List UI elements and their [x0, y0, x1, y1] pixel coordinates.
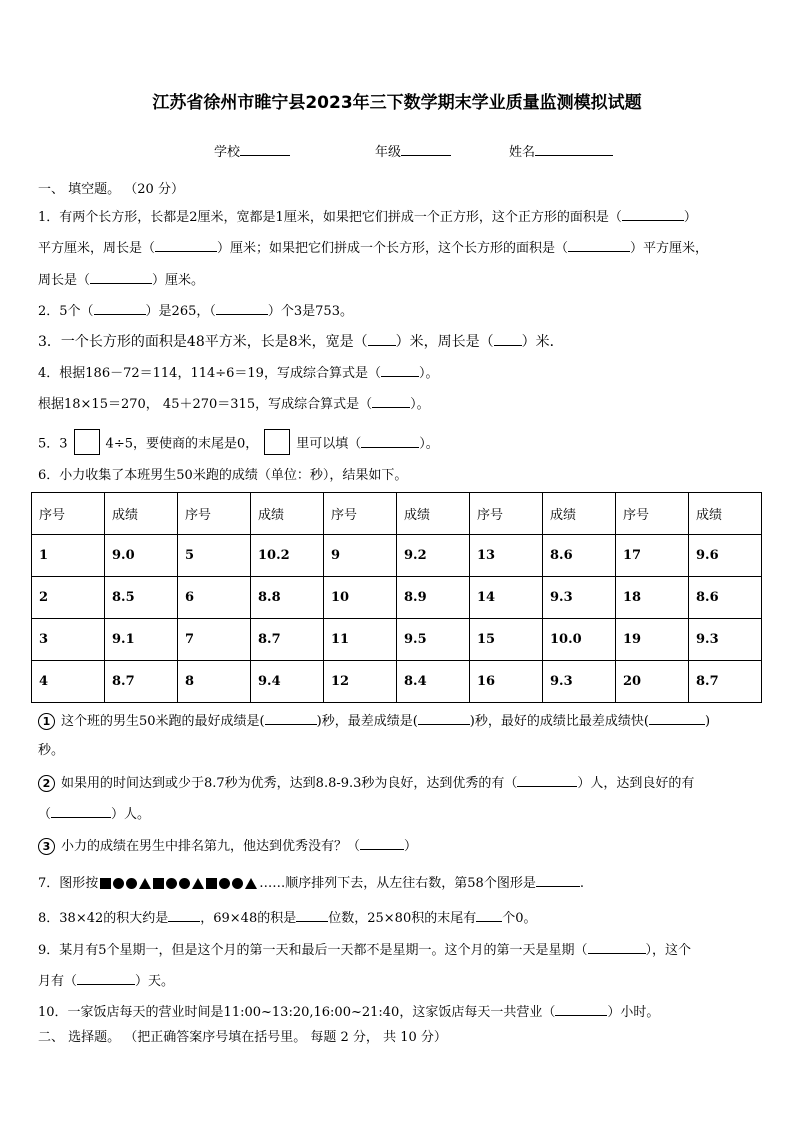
table-cell: 8.7 [689, 661, 762, 703]
table-cell: 15 [470, 619, 543, 661]
table-row [32, 577, 762, 619]
table-cell: 8.8 [251, 577, 324, 619]
table-header-cell: 序号 [616, 493, 689, 535]
circle-icon [113, 878, 124, 889]
square-icon [153, 878, 164, 889]
question-8: 8．38×42的积大约是 ，69×48的积是 位数，25×80积的末尾有 个0。 [38, 908, 537, 928]
table-header-cell: 序号 [32, 493, 105, 535]
question-1-line2: 平方厘米，周长是（ ）厘米；如果把它们拼成一个长方形，这个长方形的面积是（ ）平方厘米， [38, 238, 708, 258]
circled-number: 1 [38, 713, 55, 730]
table-cell: 9.3 [689, 619, 762, 661]
table-cell: 9.5 [397, 619, 470, 661]
table-cell: 10.0 [543, 619, 616, 661]
table-cell: 9.3 [543, 661, 616, 703]
table-row [32, 619, 762, 661]
table-cell: 18 [616, 577, 689, 619]
table-cell: 8.6 [543, 535, 616, 577]
circle-icon [126, 878, 137, 889]
name-field: 姓名 [509, 141, 613, 160]
question-4-line2: 根据18×15＝270， 45＋270＝315，写成综合算式是（ ）。 [38, 394, 430, 414]
table-cell: 2 [32, 577, 105, 619]
table-cell: 9 [324, 535, 397, 577]
question-1-line3: 周长是（ ）厘米。 [38, 270, 204, 290]
table-cell: 20 [616, 661, 689, 703]
table-cell: 19 [616, 619, 689, 661]
table-row [32, 535, 762, 577]
table-cell: 8.9 [397, 577, 470, 619]
subquestion-1: 1 这个班的男生50米跑的最好成绩是( )秒，最差成绩是( )秒，最好的成绩比最差成绩快( ) [38, 711, 710, 731]
circle-icon [232, 878, 243, 889]
table-cell: 8.6 [689, 577, 762, 619]
table-cell: 8.5 [105, 577, 178, 619]
table-cell: 9.3 [543, 577, 616, 619]
subquestion-2: 2 如果用的时间达到或少于8.7秒为优秀，达到8.8-9.3秒为良好，达到优秀的有（ ）人，达到良好的有 [38, 773, 694, 793]
question-4: 4．根据186－72＝114，114÷6＝19，写成综合算式是（ ）。 [38, 363, 438, 383]
page-title: 江苏省徐州市睢宁县2023年三下数学期末学业质量监测模拟试题 [152, 93, 642, 113]
table-header-cell: 成绩 [689, 493, 762, 535]
question-7: 7．图形按 ……顺序排列下去，从左往右数，第58个图形是 . [38, 873, 584, 893]
table-cell: 8.4 [397, 661, 470, 703]
table-cell: 3 [32, 619, 105, 661]
school-field: 学校 [214, 141, 290, 160]
circle-icon [166, 878, 177, 889]
question-3: 3．一个长方形的面积是48平方米，长是8米，宽是（ ）米，周长是（ ）米． [38, 334, 564, 350]
table-cell: 10 [324, 577, 397, 619]
table-cell: 9.6 [689, 535, 762, 577]
table-cell: 14 [470, 577, 543, 619]
table-cell: 8 [178, 661, 251, 703]
circle-icon [179, 878, 190, 889]
grade-field: 年级 [375, 141, 451, 160]
subquestion-1-line2: 秒。 [38, 743, 65, 758]
table-cell: 4 [32, 661, 105, 703]
triangle-icon [139, 878, 151, 889]
table-header-cell: 序号 [470, 493, 543, 535]
question-9-line2: 月有（ ）天。 [38, 971, 174, 991]
circle-icon [219, 878, 230, 889]
blank-box [264, 429, 290, 455]
triangle-icon [192, 878, 204, 889]
subquestion-3: 3 小力的成绩在男生中排名第九，他达到优秀没有？（ ） [38, 836, 417, 856]
question-6: 6．小力收集了本班男生50米跑的成绩（单位：秒），结果如下。 [38, 468, 408, 483]
table-header-cell: 成绩 [543, 493, 616, 535]
table-cell: 9.1 [105, 619, 178, 661]
table-cell: 7 [178, 619, 251, 661]
table-cell: 1 [32, 535, 105, 577]
table-cell: 6 [178, 577, 251, 619]
table-cell: 11 [324, 619, 397, 661]
table-cell: 5 [178, 535, 251, 577]
section-1-heading: 一、 填空题。 （20 分） [38, 182, 184, 197]
question-10: 10．一家饭店每天的营业时间是11:00~13:20,16:00~21:40，这家饭店每天一共营业（ ）小时。 [38, 1002, 659, 1022]
table-header-cell: 成绩 [251, 493, 324, 535]
table-cell: 9.0 [105, 535, 178, 577]
table-header-cell: 序号 [324, 493, 397, 535]
circled-number: 2 [38, 775, 55, 792]
score-table [31, 492, 762, 703]
question-2: 2．5个（ ）是265，（ ）个3是753。 [38, 301, 353, 321]
table-cell: 13 [470, 535, 543, 577]
section-2-heading: 二、 选择题。 （把正确答案序号填在括号里。 每题 2 分， 共 10 分） [38, 1030, 447, 1045]
subquestion-2-line2: （ ）人。 [38, 804, 150, 824]
table-header-cell: 成绩 [105, 493, 178, 535]
table-row [32, 661, 762, 703]
square-icon [206, 878, 217, 889]
circled-number: 3 [38, 838, 55, 855]
table-cell: 17 [616, 535, 689, 577]
table-cell: 8.7 [105, 661, 178, 703]
table-header-cell: 成绩 [397, 493, 470, 535]
shape-sequence [100, 878, 257, 889]
blank-box [74, 429, 100, 455]
table-cell: 10.2 [251, 535, 324, 577]
table-cell: 9.2 [397, 535, 470, 577]
table-header-cell: 序号 [178, 493, 251, 535]
table-cell: 16 [470, 661, 543, 703]
question-5: 5．3 4÷5，要使商的末尾是0， 里可以填（ ）。 [38, 431, 439, 457]
table-cell: 12 [324, 661, 397, 703]
table-cell: 8.7 [251, 619, 324, 661]
triangle-icon [245, 878, 257, 889]
question-9: 9．某月有5个星期一，但是这个月的第一天和最后一天都不是星期一。这个月的第一天是星期（ ），这个 [38, 940, 691, 960]
table-cell: 9.4 [251, 661, 324, 703]
square-icon [100, 878, 111, 889]
question-1: 1．有两个长方形，长都是2厘米，宽都是1厘米，如果把它们拼成一个正方形，这个正方形的面积是（ ） [38, 207, 697, 227]
table-header-row [32, 493, 762, 535]
